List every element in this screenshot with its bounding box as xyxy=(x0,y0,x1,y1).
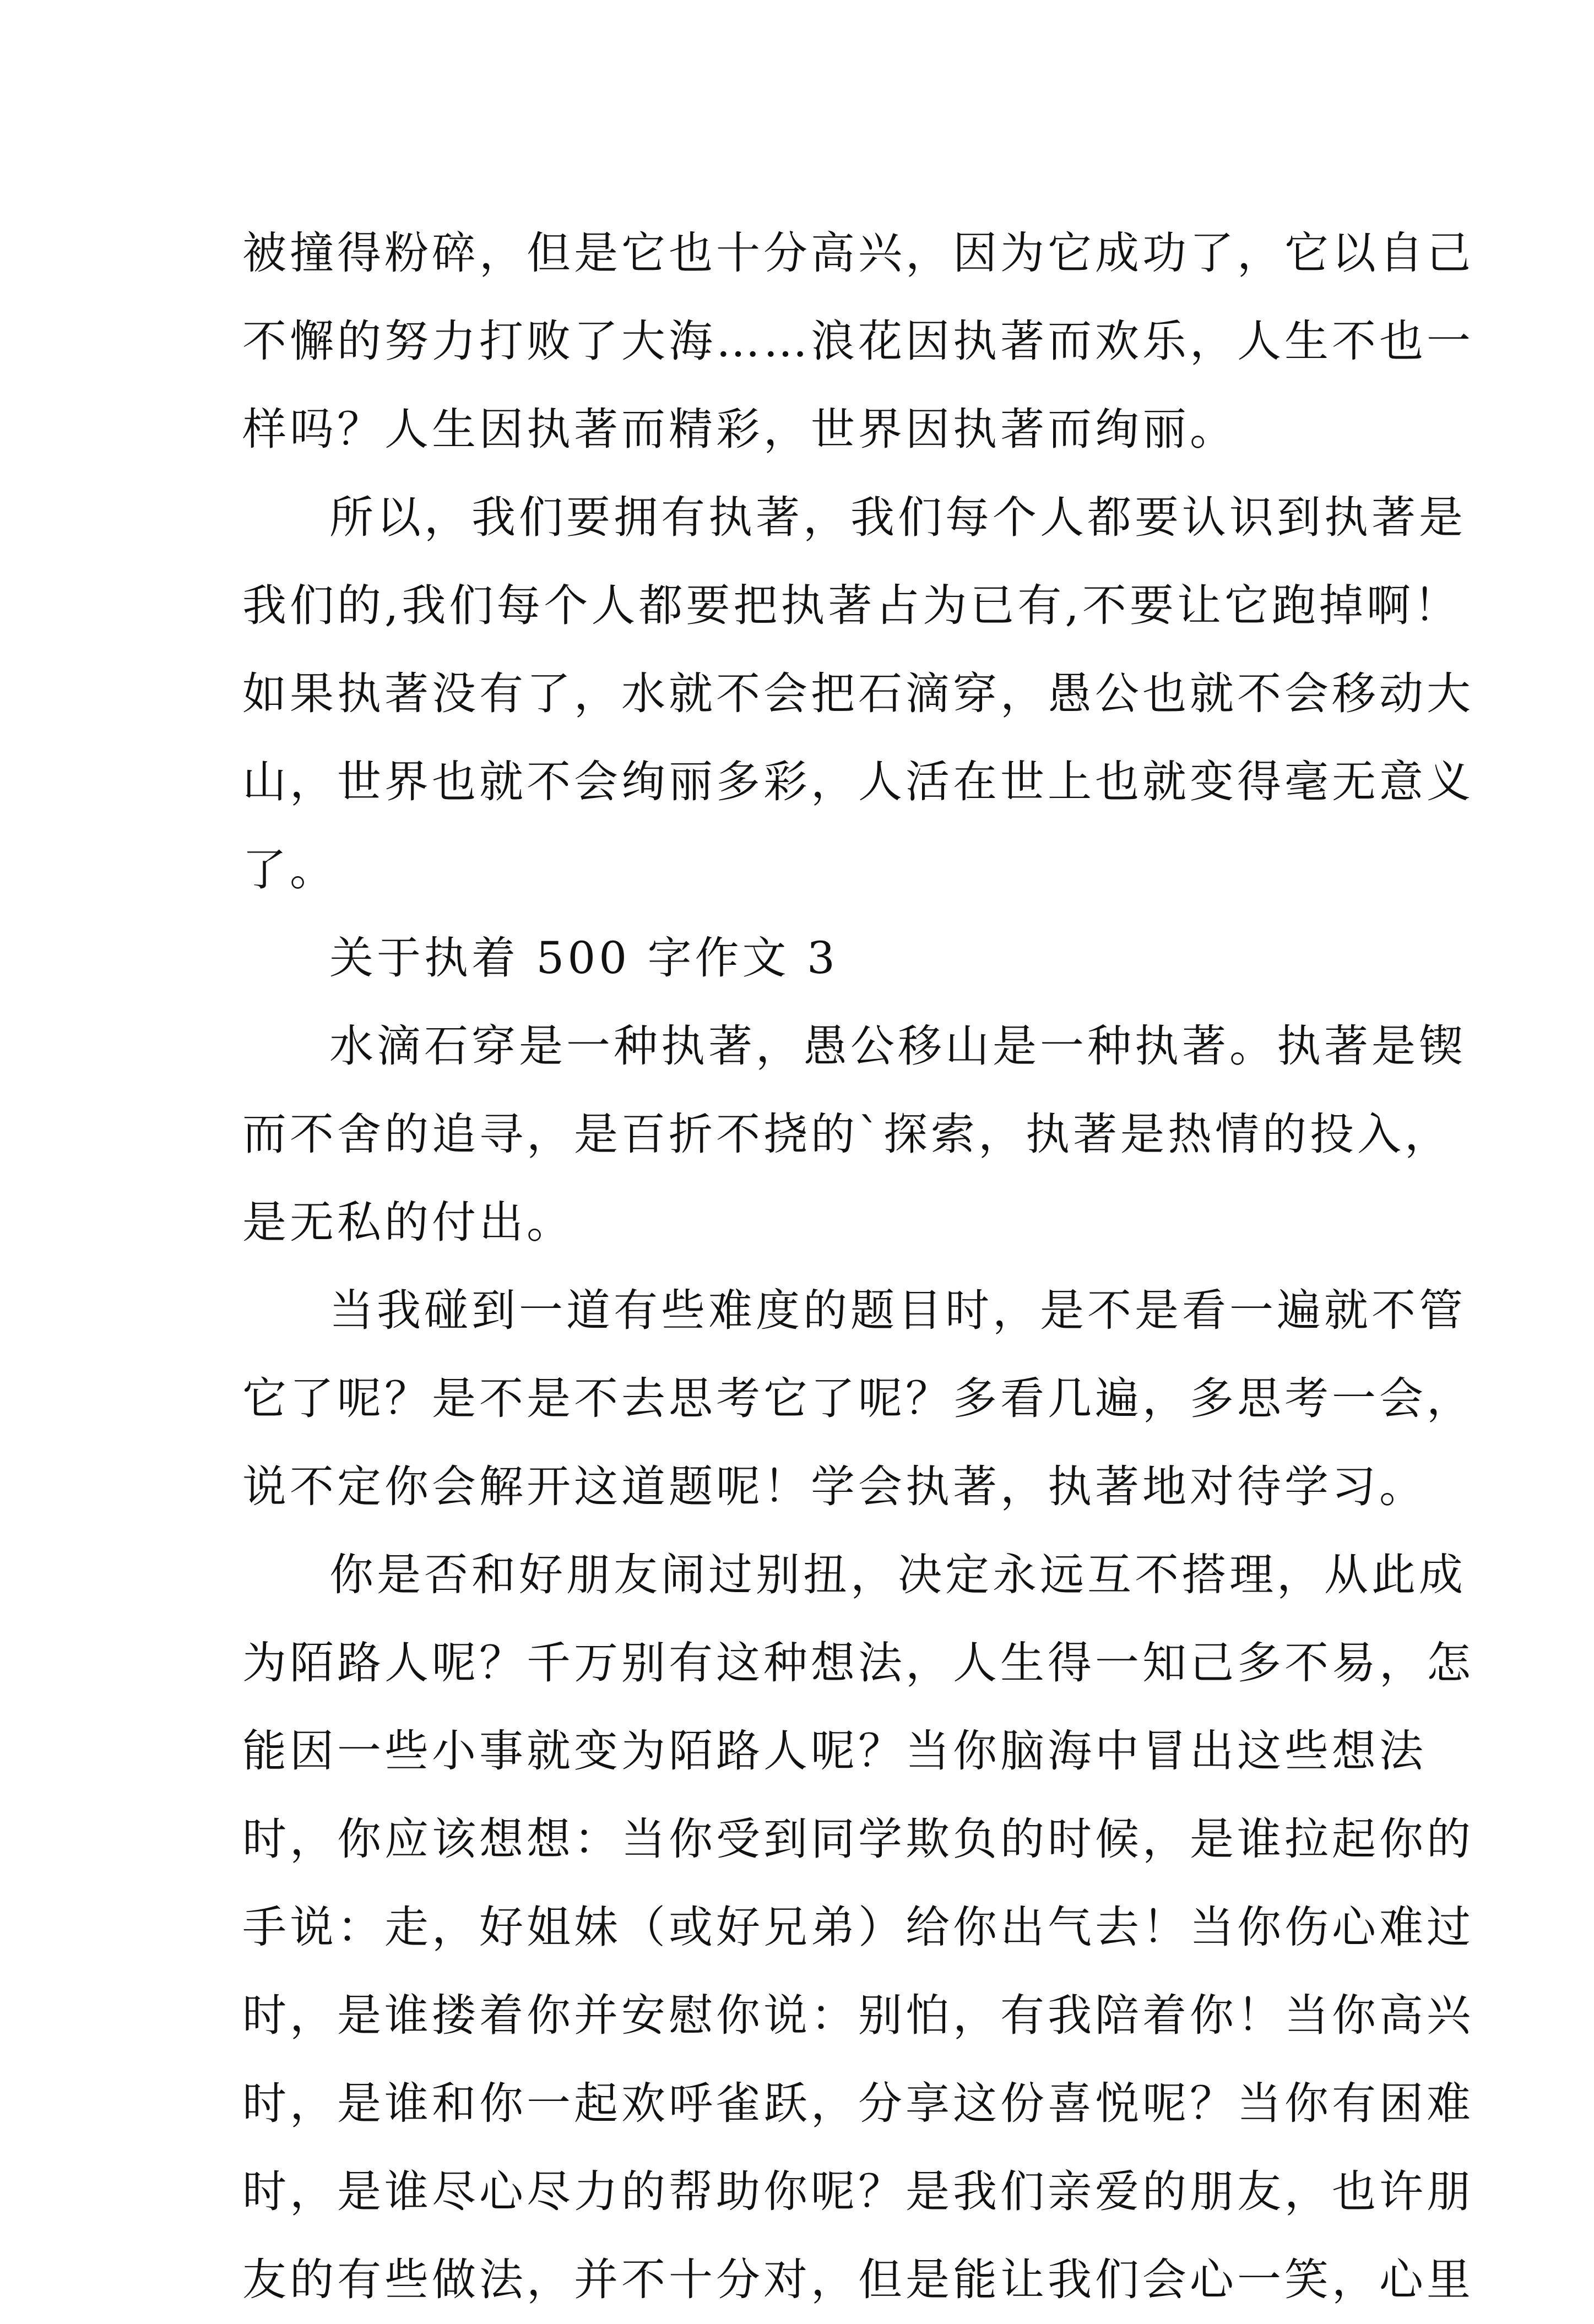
text-line: 被撞得粉碎，但是它也十分高兴，因为它成功了，它以自己 xyxy=(242,227,1474,279)
text-line: 是无私的付出。 xyxy=(242,1197,574,1248)
text-line: 时，你应该想想：当你受到同学欺负的时候，是谁拉起你的 xyxy=(242,1813,1474,1865)
paragraph-2 xyxy=(242,1267,1474,1531)
text-line: 说不定你会解开这道题呢！学会执著，执著地对待学习。 xyxy=(242,1461,1427,1512)
text-line: 样吗？人生因执著而精彩，世界因执著而绚丽。 xyxy=(242,404,1237,455)
text-line: 你是否和好朋友闹过别扭，决定永远互不搭理，从此成 xyxy=(329,1549,1466,1600)
text-line: 时，是谁搂着你并安慰你说：别怕，有我陪着你！当你高兴 xyxy=(242,1990,1474,2041)
text-line: 能因一些小事就变为陌路人呢？当你脑海中冒出这些想法 xyxy=(242,1725,1427,1777)
section-title: 关于执着 500 字作文 3 xyxy=(329,932,838,984)
text-line: 手说：走，好姐妹（或好兄弟）给你出气去！当你伤心难过 xyxy=(242,1902,1474,1953)
paragraph-continued xyxy=(242,209,1474,474)
paragraph-3 xyxy=(242,1531,1474,2324)
text-line: 而不舍的追寻，是百折不挠的`探索，执著是热情的投入， xyxy=(242,1109,1452,1160)
text-line: 了。 xyxy=(242,844,337,895)
text-line: 为陌路人呢？千万别有这种想法，人生得一知己多不易，怎 xyxy=(242,1637,1474,1688)
text-line: 时，是谁和你一起欢呼雀跃，分享这份喜悦呢？当你有困难 xyxy=(242,2078,1474,2129)
paragraph-conclusion xyxy=(242,474,1474,914)
text-line: 它了呢？是不是不去思考它了呢？多看几遍，多思考一会， xyxy=(242,1373,1474,1424)
text-line: 时，是谁尽心尽力的帮助你呢？是我们亲爱的朋友，也许朋 xyxy=(242,2166,1474,2217)
text-line: 如果执著没有了，水就不会把石滴穿，愚公也就不会移动大 xyxy=(242,668,1474,719)
text-line: 山，世界也就不会绚丽多彩，人活在世上也就变得毫无意义 xyxy=(242,756,1474,807)
text-line: 不懈的努力打败了大海……浪花因执著而欢乐，人生不也一 xyxy=(242,316,1474,367)
paragraph-1 xyxy=(242,1002,1466,1267)
text-line: 当我碰到一道有些难度的题目时，是不是看一遍就不管 xyxy=(329,1285,1466,1336)
text-line: 友的有些做法，并不十分对，但是能让我们会心一笑，心里 xyxy=(242,2254,1474,2305)
text-line: 我们的,我们每个人都要把执著占为已有,不要让它跑掉啊！ xyxy=(242,580,1461,631)
text-line: 水滴石穿是一种执著，愚公移山是一种执著。执著是锲 xyxy=(329,1020,1466,1072)
text-line: 所以，我们要拥有执著，我们每个人都要认识到执著是 xyxy=(329,492,1466,543)
document-page xyxy=(242,209,1474,2324)
